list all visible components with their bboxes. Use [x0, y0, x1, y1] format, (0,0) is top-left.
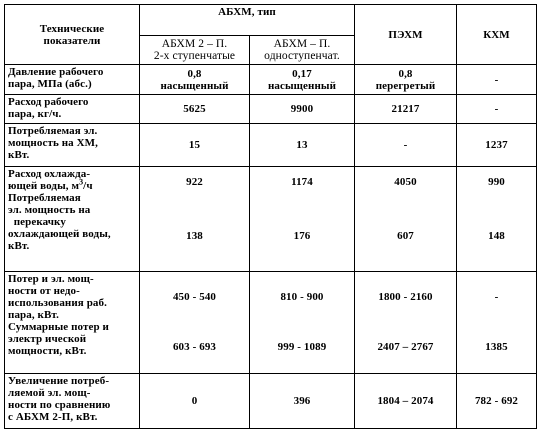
pehm-cell: -	[355, 124, 457, 167]
param-cell: Потребляемая эл. мощность на ХМ, кВт.	[5, 124, 140, 167]
pehm-cell: 1800 - 2160 2407 – 2767	[355, 272, 457, 374]
pehm-cell: 1804 – 2074	[355, 374, 457, 429]
pehm-cell: 0,8 перегретый	[355, 65, 457, 95]
abhm1-cell: 13	[250, 124, 355, 167]
table-row-power-chiller	[5, 124, 537, 167]
abhm2-cell: 5625	[140, 95, 250, 124]
absorption-group-header: АБХМ, тип	[140, 5, 355, 36]
param-cell: Расход рабочего пара, кг/ч.	[5, 95, 140, 124]
pehm-header: ПЭХМ	[355, 5, 457, 65]
khm-cell: -	[457, 95, 537, 124]
abhm2-cell: 450 - 540 603 - 693	[140, 272, 250, 374]
abhm1-cell: 0,17 насыщенный	[250, 65, 355, 95]
table-row-cooling-water	[5, 167, 537, 272]
abhm2-cell: 922 138	[140, 167, 250, 272]
abhm1-cell: 1174 176	[250, 167, 355, 272]
pehm-cell: 4050 607	[355, 167, 457, 272]
param-header: Технические показатели	[5, 5, 140, 65]
table-row-steam-flow	[5, 95, 537, 124]
comparison-table	[4, 4, 537, 429]
khm-cell: -	[457, 65, 537, 95]
abhm2-header: АБХМ 2 – П. 2-х ступенчатые	[140, 36, 250, 65]
table-row-increase	[5, 374, 537, 429]
param-cell: Расход охлажда- ющей воды, $м^3/ч$ Потребляемая эл. мощность на перекачку охлаждающей воды, кВт.	[5, 167, 140, 272]
abhm1-header: АБХМ – П. одноступенчат.	[250, 36, 355, 65]
pehm-cell: 21217	[355, 95, 457, 124]
abhm2-cell: 0	[140, 374, 250, 429]
param-cell: Давление рабочего пара, МПа (абс.)	[5, 65, 140, 95]
abhm1-cell: 810 - 900 999 - 1089	[250, 272, 355, 374]
abhm2-cell: 0,8 насыщенный	[140, 65, 250, 95]
abhm1-cell: 396	[250, 374, 355, 429]
khm-cell: 782 - 692	[457, 374, 537, 429]
abhm1-cell: 9900	[250, 95, 355, 124]
param-cell: Потер и эл. мощ- ности от недо- использования раб. пара, кВт. Суммарные потер и электр ической мощности, кВт.	[5, 272, 140, 374]
abhm2-cell: 15	[140, 124, 250, 167]
khm-header: КХМ	[457, 5, 537, 65]
header-row	[5, 5, 537, 36]
khm-cell: - 1385	[457, 272, 537, 374]
table-row-pressure	[5, 65, 537, 95]
table-row-losses	[5, 272, 537, 374]
khm-cell: 990 148	[457, 167, 537, 272]
param-cell: Увеличение потреб- ляемой эл. мощ- ности по сравнению с АБХМ 2-П, кВт.	[5, 374, 140, 429]
khm-cell: 1237	[457, 124, 537, 167]
